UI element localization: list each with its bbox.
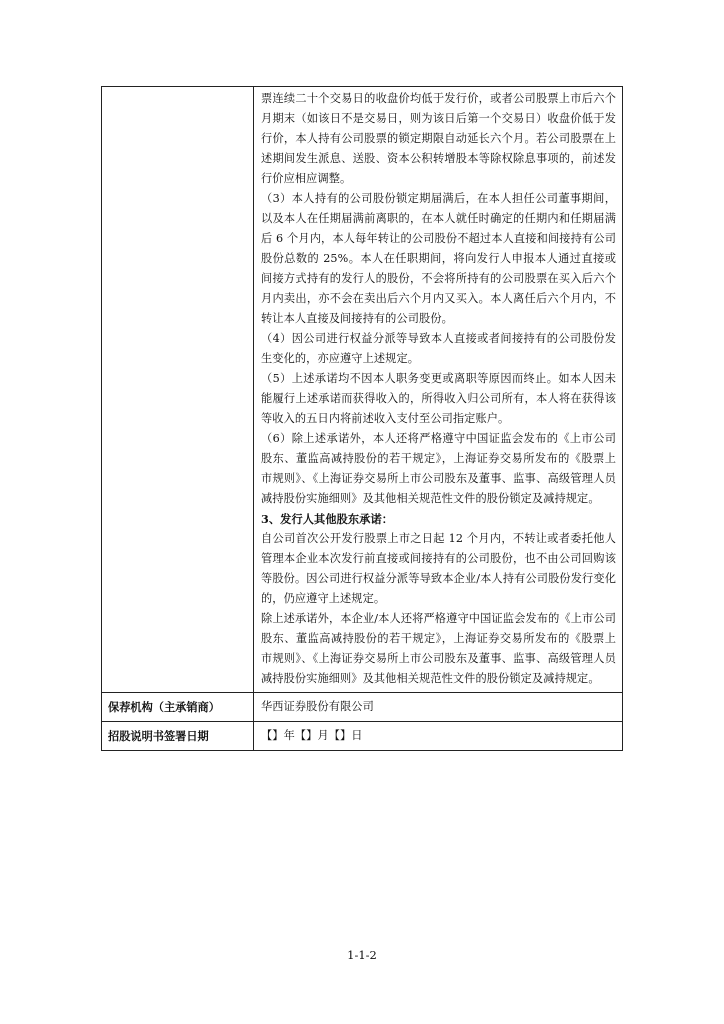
commitment-paragraph-4: （5）上述承诺均不因本人职务变更或离职等原因而终止。如本人因未能履行上述承诺而获得收入的，所得收入归公司所有，本人将在获得该等收入的五日内将前述收入支付至公司指定账户。: [261, 372, 616, 425]
commitment-paragraph-5: （6）除上述承诺外，本人还将严格遵守中国证监会发布的《上市公司股东、董监高减持股份的若干规定》，上海证券交易所发布的《股票上市规则》、《上海证券交易所上市公司股东及董事、监事、高级管理人员减持股份实施细则》及其他相关规范性文件的股份锁定及减持规定。: [261, 432, 616, 505]
signing-date-value: 【】年【】月【】日: [261, 729, 363, 742]
commitment-paragraph-1: 票连续二十个交易日的收盘价均低于发行价，或者公司股票上市后六个月期末（如该日不是交易日，则为该日后第一个交易日）收盘价低于发行价，本人持有公司股票的锁定期限自动延长六个月。若公司股票在上述期间发生派息、送股、资本公积转增股本等除权除息事项的，前述发行价应相应调整。: [261, 92, 616, 185]
commitment-content-cell: [254, 87, 622, 692]
commitment-paragraph-3: （4）因公司进行权益分派等导致本人直接或者间接持有的公司股份发生变化的，亦应遵守上述规定。: [261, 332, 616, 365]
commitment-label-cell: [102, 87, 254, 692]
sponsor-row: [102, 693, 622, 722]
signing-date-row: [102, 722, 622, 750]
other-shareholders-heading: 3、发行人其他股东承诺：: [261, 512, 394, 526]
sponsor-label: 保荐机构（主承销商）: [102, 693, 254, 721]
signing-date-label: 招股说明书签署日期: [102, 722, 254, 750]
commitment-paragraph-2: （3）本人持有的公司股份锁定期届满后，在本人担任公司董事期间，以及本人在任期届满前离职的，在本人就任时确定的任期内和任期届满后 6 个月内，本人每年转让的公司股份不超过本人直接和间接持有公司股份总数的 25%。本人在任职期间，将向发行人申报本人通过直接或间接方式持有的发行人的股份，不会将所持有的公司股票在买入后六个月内卖出，亦不会在卖出后六个月内又买入。本人离任后六个月内，不转让本人直接及间接持有的公司股份。: [261, 192, 616, 325]
other-shareholders-paragraph-2: 除上述承诺外，本企业/本人还将严格遵守中国证监会发布的《上市公司股东、董监高减持股份的若干规定》，上海证券交易所发布的《股票上市规则》、《上海证券交易所上市公司股东及董事、监事、高级管理人员减持股份实施细则》及其他相关规范性文件的股份锁定及减持规定。: [261, 612, 616, 685]
sponsor-value: 华西证券股份有限公司: [261, 700, 374, 713]
commitment-row: [102, 87, 622, 693]
other-shareholders-paragraph-1: 自公司首次公开发行股票上市之日起 12 个月内，不转让或者委托他人管理本企业本次发行前直接或间接持有的公司股份，也不由公司回购该等股份。因公司进行权益分派等导致本企业/本人持有公司股份发行变化的，仍应遵守上述规定。: [261, 532, 616, 605]
info-table: [101, 86, 623, 751]
page-number: 1-1-2: [347, 948, 377, 962]
